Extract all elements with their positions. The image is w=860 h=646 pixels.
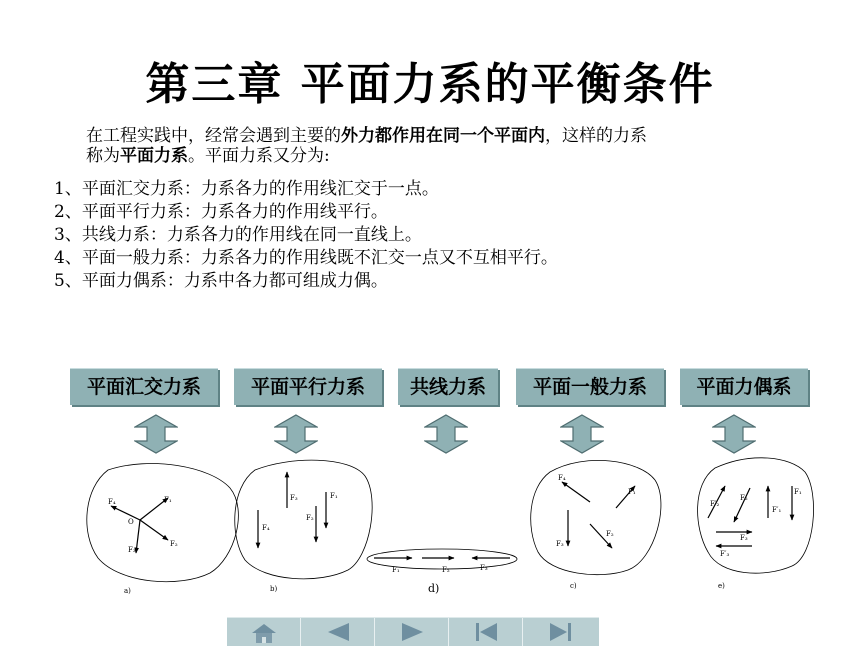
force-label: F₃	[128, 546, 136, 554]
intro-bold-2: 平面力系	[120, 146, 188, 166]
list-item: 1、平面汇交力系：力系各力的作用线汇交于一点。	[54, 179, 439, 199]
force-system-list	[54, 178, 834, 293]
force-label: F₃	[480, 564, 488, 572]
first-icon	[449, 618, 523, 646]
force-label: F₂	[170, 540, 178, 548]
diagram-c-general	[531, 460, 661, 590]
intro-bold-1: 外力都作用在同一个平面内	[341, 126, 545, 146]
force-label: F′₃	[720, 550, 730, 558]
last-button[interactable]	[523, 618, 597, 646]
force-label: F₄	[108, 498, 116, 506]
force-label: F₃	[740, 534, 748, 542]
list-item: 2、平面平行力系：力系各力的作用线平行。	[54, 202, 388, 222]
list-item: 3、共线力系：力系各力的作用线在同一直线上。	[54, 225, 422, 245]
category-label-collinear: 共线力系	[398, 368, 498, 405]
force-label: F₄	[262, 524, 270, 532]
force-label: F₁	[628, 488, 636, 496]
caption-a: a)	[124, 587, 131, 595]
next-icon	[375, 618, 449, 646]
intro-text-2: ，这样的力系	[545, 126, 647, 146]
next-button[interactable]	[375, 618, 449, 646]
diagram-d-collinear	[367, 549, 517, 595]
diagram-b-parallel	[235, 460, 372, 593]
force-label: F₁	[392, 566, 400, 574]
home-icon	[227, 618, 301, 646]
force-label: F₁	[164, 496, 172, 504]
force-label: F′₁	[772, 506, 782, 514]
category-label-concurrent: 平面汇交力系	[70, 368, 218, 405]
home-button[interactable]	[227, 618, 301, 646]
caption-d: d)	[428, 582, 440, 595]
force-label: F₂	[306, 514, 314, 522]
intro-text-4: 。平面力系又分为:	[188, 146, 330, 166]
caption-e: e)	[718, 582, 725, 590]
slide-navigation-bar	[227, 617, 599, 646]
intro-text-1: 在工程实践中，经常会遇到主要的	[86, 126, 341, 146]
intro-text-3: 称为	[86, 146, 120, 166]
first-button[interactable]	[449, 618, 523, 646]
category-label-general: 平面一般力系	[516, 368, 664, 405]
force-label: F₃	[290, 494, 298, 502]
slide-title: 第三章 平面力系的平衡条件	[145, 59, 715, 110]
force-label: O	[128, 518, 134, 526]
force-label: F₂	[606, 530, 614, 538]
diagram-a-concurrent	[87, 464, 239, 595]
caption-c: c)	[570, 582, 577, 590]
last-icon	[523, 618, 599, 646]
list-item: 5、平面力偶系：力系中各力都可组成力偶。	[54, 271, 388, 291]
diagram-e-couple	[698, 458, 814, 590]
force-label: F₂	[442, 566, 450, 574]
force-label: F′₂	[710, 500, 720, 508]
category-label-couple: 平面力偶系	[680, 368, 808, 405]
previous-button[interactable]	[301, 618, 375, 646]
force-label: F₁	[794, 488, 802, 496]
intro-paragraph	[54, 126, 814, 166]
force-label: F₂	[740, 494, 748, 502]
category-label-parallel: 平面平行力系	[234, 368, 382, 405]
force-systems-diagram	[80, 448, 820, 608]
previous-icon	[301, 618, 375, 646]
force-label: F₄	[558, 474, 566, 482]
caption-b: b)	[270, 585, 278, 593]
force-label: F₃	[556, 540, 564, 548]
force-label: F₁	[330, 492, 338, 500]
list-item: 4、平面一般力系：力系各力的作用线既不汇交一点又不互相平行。	[54, 248, 558, 268]
